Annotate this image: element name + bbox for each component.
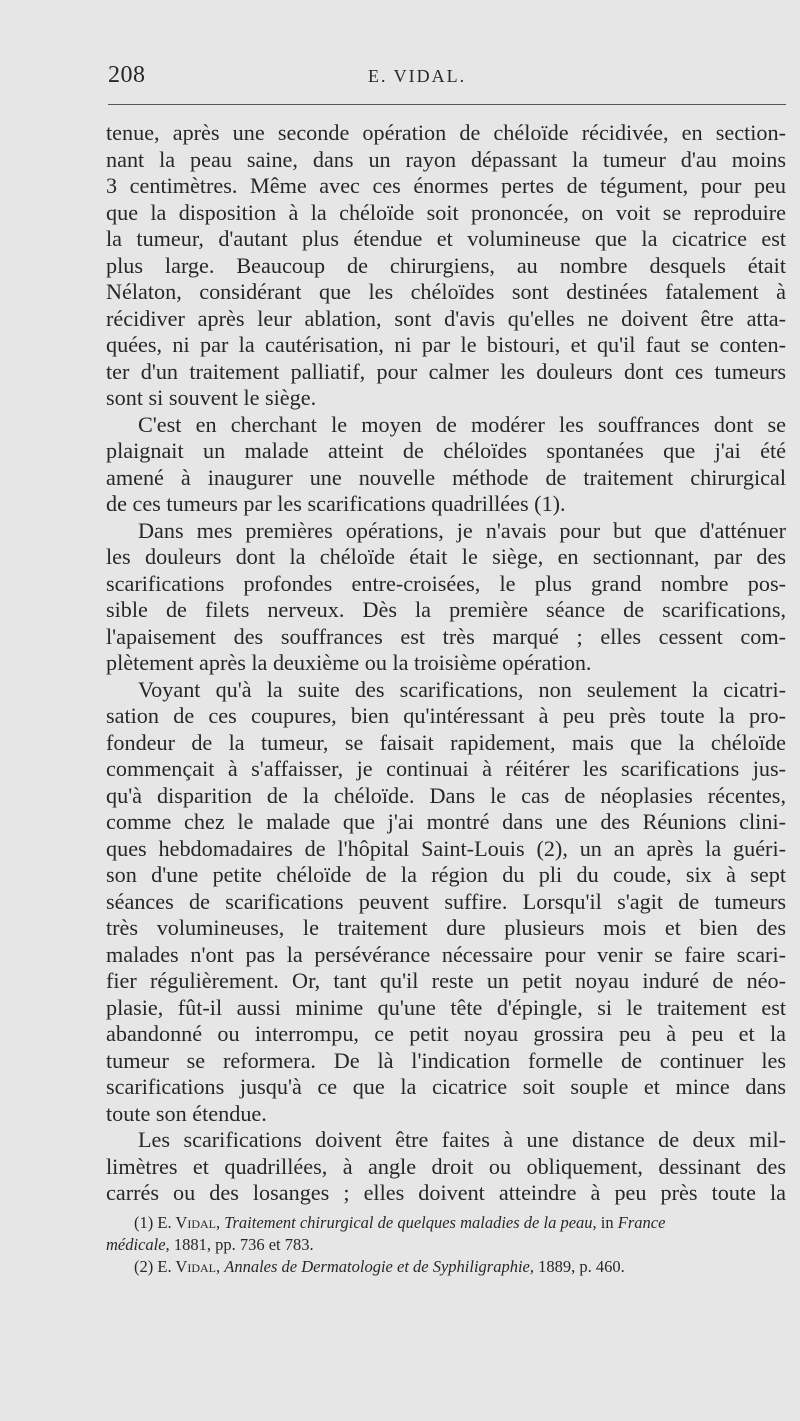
text-line: scarifications profondes entre-croisées, le plus grand nombre pos- [106, 570, 786, 596]
text-line: sation de ces coupures, bien qu'intéressant à peu près toute la pro- [106, 703, 786, 728]
text-line: malades n'ont pas la persévérance nécessaire pour venir se faire scari- [106, 941, 786, 967]
paragraph-5 [106, 1127, 786, 1207]
text-line: abandonné ou interrompu, ce petit noyau grossira peu à peu et la [106, 1021, 786, 1046]
text-line: toute son étendue. [106, 1100, 267, 1126]
text-line: comme chez le malade que j'ai montré dans une des Réunions clini- [106, 809, 786, 834]
text-line: sible de filets nerveux. Dès la première séance de scarifications, [106, 597, 786, 622]
text-line: plaignait un malade atteint de chéloïdes spontanées que j'ai été [106, 438, 786, 463]
running-head: E. VIDAL. [368, 66, 467, 86]
text-line: nant la peau saine, dans un rayon dépassant la tumeur d'au moins [106, 146, 786, 172]
text-line: tumeur se reformera. De là l'indication formelle de continuer les [106, 1047, 786, 1073]
footnote-details: 1881, pp. 736 et 783. [173, 1235, 314, 1254]
text-line: son d'une petite chéloïde de la région du pli du coude, six à sept [106, 862, 786, 887]
text-line: sont si souvent le siège. [106, 385, 317, 410]
text-line: tenue, après une seconde opération de chéloïde récidivée, en section- [106, 120, 786, 145]
footnote-journal-cont: médicale, [106, 1235, 170, 1254]
footnote-2 [106, 1256, 786, 1278]
header-rule [108, 104, 786, 105]
page-header [108, 62, 786, 92]
paragraph-4 [106, 677, 786, 1128]
text-line: fondeur de la tumeur, se faisait rapidement, mais que la chéloïde [106, 729, 786, 755]
footnote-author: E. Vidal, [157, 1257, 221, 1276]
text-line: Les scarifications doivent être faites à une distance de deux mil- [138, 1127, 786, 1152]
text-line: C'est en cherchant le moyen de modérer les souffrances dont se [138, 411, 786, 437]
text-line: ter d'un traitement palliatif, pour calmer les douleurs dont ces tumeurs [106, 358, 786, 384]
text-line: qu'à disparition de la chéloïde. Dans le cas de néoplasies récentes, [106, 782, 786, 808]
text-line: les douleurs dont la chéloïde était le siège, en sectionnant, par des [106, 544, 786, 569]
footnote-title: Traitement chirurgical de quelques maladies de la peau, [224, 1213, 597, 1232]
footnote-journal: France [617, 1213, 666, 1232]
text-line: plus large. Beaucoup de chirurgiens, au nombre desquels était [106, 252, 786, 278]
paragraph-3 [106, 518, 786, 677]
text-line: plètement après la deuxième ou la troisième opération. [106, 650, 592, 675]
page-number: 208 [108, 62, 146, 88]
footnote-number: (2) [134, 1257, 154, 1276]
footnote-author: E. Vidal, [157, 1213, 221, 1232]
footnote-details: 1889, p. 460. [538, 1257, 625, 1276]
text-line: Nélaton, considérant que les chéloïdes sont destinées fatalement à [106, 279, 786, 304]
text-line: Dans mes premières opérations, je n'avais pour but que d'atténuer [138, 517, 786, 543]
text-line: très volumineuses, le traitement dure plusieurs mois et bien des [106, 915, 786, 940]
paragraph-2 [106, 412, 786, 518]
text-line: de ces tumeurs par les scarifications quadrillées (1). [106, 491, 566, 516]
text-line: plasie, fût-il aussi minime qu'une tête d'épingle, si le traitement est [106, 994, 786, 1020]
text-line: fier régulièrement. Or, tant qu'il reste un petit noyau induré de néo- [106, 968, 786, 993]
text-line: Voyant qu'à la suite des scarifications, non seulement la cicatri- [138, 676, 786, 702]
text-line: que la disposition à la chéloïde soit prononcée, on voit se reproduire [106, 199, 786, 225]
text-line: 3 centimètres. Même avec ces énormes pertes de tégument, pour peu [106, 173, 786, 198]
text-line: quées, ni par la cautérisation, ni par le bistouri, et qu'il faut se conten- [106, 332, 786, 357]
footnote-in: in [600, 1213, 614, 1232]
footnote-1 [106, 1212, 786, 1256]
text-line: récidiver après leur ablation, sont d'avis qu'elles ne doivent être atta- [106, 305, 786, 331]
footnote-number: (1) [134, 1213, 154, 1232]
text-line: limètres et quadrillées, à angle droit ou obliquement, dessinant des [106, 1153, 786, 1179]
text-line: commençait à s'affaisser, je continuai à réitérer les scarifications jus- [106, 756, 786, 781]
text-line: scarifications jusqu'à ce que la cicatrice soit souple et mince dans [106, 1074, 786, 1099]
footnote-title: Annales de Dermatologie et de Syphiligraphie, [224, 1257, 535, 1276]
footnotes [106, 1212, 786, 1278]
body-text [106, 120, 786, 1207]
paragraph-1 [106, 120, 786, 412]
text-line: amené à inaugurer une nouvelle méthode de traitement chirurgical [106, 464, 786, 490]
text-line: l'apaisement des souffrances est très marqué ; elles cessent com- [106, 623, 786, 649]
text-line: ques hebdomadaires de l'hôpital Saint-Louis (2), un an après la guéri- [106, 835, 786, 861]
text-line: séances de scarifications peuvent suffire. Lorsqu'il s'agit de tumeurs [106, 888, 786, 914]
text-line: la tumeur, d'autant plus étendue et volumineuse que la cicatrice est [106, 226, 786, 251]
text-line: carrés ou des losanges ; elles doivent atteindre à peu près toute la [106, 1180, 786, 1205]
